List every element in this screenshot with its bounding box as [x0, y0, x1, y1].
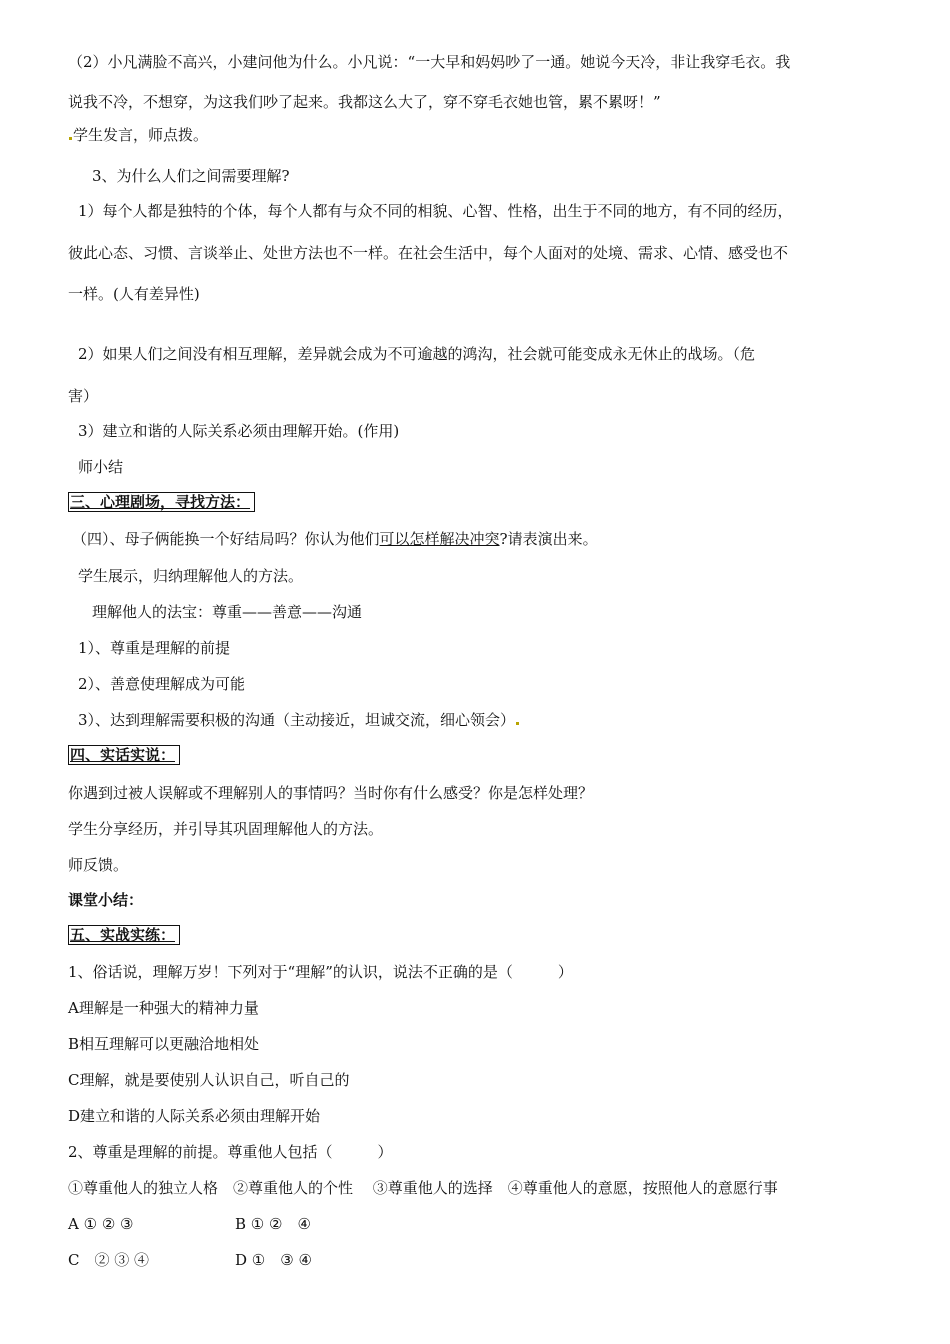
- marker-dot: [516, 722, 519, 725]
- paragraph-line: 2）如果人们之间没有相互理解，差异就会成为不可逾越的鸿沟，社会就可能变成永无休止的战场。（危: [78, 345, 756, 363]
- part4-underlined: 可以怎样解决冲突: [379, 530, 500, 548]
- exercise-statements: ①尊重他人的独立人格 ②尊重他人的个性 ③尊重他人的选择 ④尊重他人的意愿，按照他人的意愿行事: [68, 1179, 778, 1197]
- section-heading: [68, 925, 180, 945]
- paragraph-line: 师反馈。: [68, 856, 129, 874]
- paragraph-line: [68, 125, 208, 145]
- exercise-stem: 1、俗话说，理解万岁！下列对于“理解”的认识，说法不正确的是（ ）: [68, 963, 573, 981]
- section-3-heading: 三、心理剧场，寻找方法：: [68, 492, 255, 512]
- section-5-heading: 五、实战实练：: [68, 925, 180, 945]
- paragraph-line: 一样。(人有差异性): [68, 285, 200, 303]
- exercise-option: A ① ② ③: [68, 1215, 134, 1233]
- exercise-option: C ② ③ ④: [68, 1251, 150, 1269]
- exercise-stem: 2、尊重是理解的前提。尊重他人包括（ ）: [68, 1143, 393, 1161]
- paragraph-line: （2）小凡满脸不高兴，小建问他为什么。小凡说：“一大早和妈妈吵了一通。她说今天冷，非让我穿毛衣。我: [68, 53, 791, 71]
- question-title: 3、为什么人们之间需要理解?: [92, 167, 290, 185]
- paragraph-line: 学生分享经历，并引导其巩固理解他人的方法。: [68, 820, 384, 838]
- exercise-option: C理解，就是要使别人认识自己，听自己的: [68, 1071, 350, 1089]
- paragraph-line: 理解他人的法宝：尊重——善意——沟通: [92, 603, 363, 621]
- paragraph-line: 彼此心态、习惯、言谈举止、处世方法也不一样。在社会生活中，每个人面对的处境、需求、心情、感受也不: [68, 244, 789, 262]
- part4-suffix: ?请表演出来。: [499, 530, 598, 548]
- exercise-option: A理解是一种强大的精神力量: [68, 999, 259, 1017]
- marker-dot: [69, 137, 72, 140]
- paragraph-line: 说我不冷，不想穿，为这我们吵了起来。我都这么大了，穿不穿毛衣她也管，累不累呀！”: [68, 93, 661, 111]
- list-item: 2）、善意使理解成为可能: [78, 675, 246, 693]
- paragraph-line: 1）每个人都是独特的个体，每个人都有与众不同的相貌、心智、性格，出生于不同的地方，有不同的经历，: [78, 202, 793, 220]
- paragraph-line: [72, 529, 598, 549]
- list-item-text: 3）、达到理解需要积极的沟通（主动接近，坦诚交流，细心领会）: [78, 711, 516, 729]
- paragraph-text: 学生发言，师点拨。: [73, 126, 209, 144]
- paragraph-line: 你遇到过被人误解或不理解别人的事情吗？当时你有什么感受？你是怎样处理？: [68, 784, 594, 802]
- exercise-option: D建立和谐的人际关系必须由理解开始: [68, 1107, 321, 1125]
- paragraph-line: 害）: [68, 387, 99, 405]
- exercise-option: B相互理解可以更融洽地相处: [68, 1035, 260, 1053]
- section-4-heading: 四、实话实说：: [68, 745, 180, 765]
- part4-prefix: （四）、母子俩能换一个好结局吗？你认为他们: [72, 530, 380, 548]
- teacher-summary: 师小结: [78, 458, 124, 476]
- exercise-option: B ① ② ④: [235, 1215, 311, 1233]
- exercise-option: D ① ③ ④: [235, 1251, 312, 1269]
- section-heading: [68, 492, 255, 512]
- section-heading: [68, 745, 180, 765]
- class-summary-heading: 课堂小结：: [68, 891, 144, 909]
- paragraph-line: 3）建立和谐的人际关系必须由理解开始。(作用): [78, 422, 400, 440]
- list-item: 1）、尊重是理解的前提: [78, 639, 231, 657]
- list-item: [78, 710, 520, 730]
- paragraph-line: 学生展示，归纳理解他人的方法。: [78, 567, 304, 585]
